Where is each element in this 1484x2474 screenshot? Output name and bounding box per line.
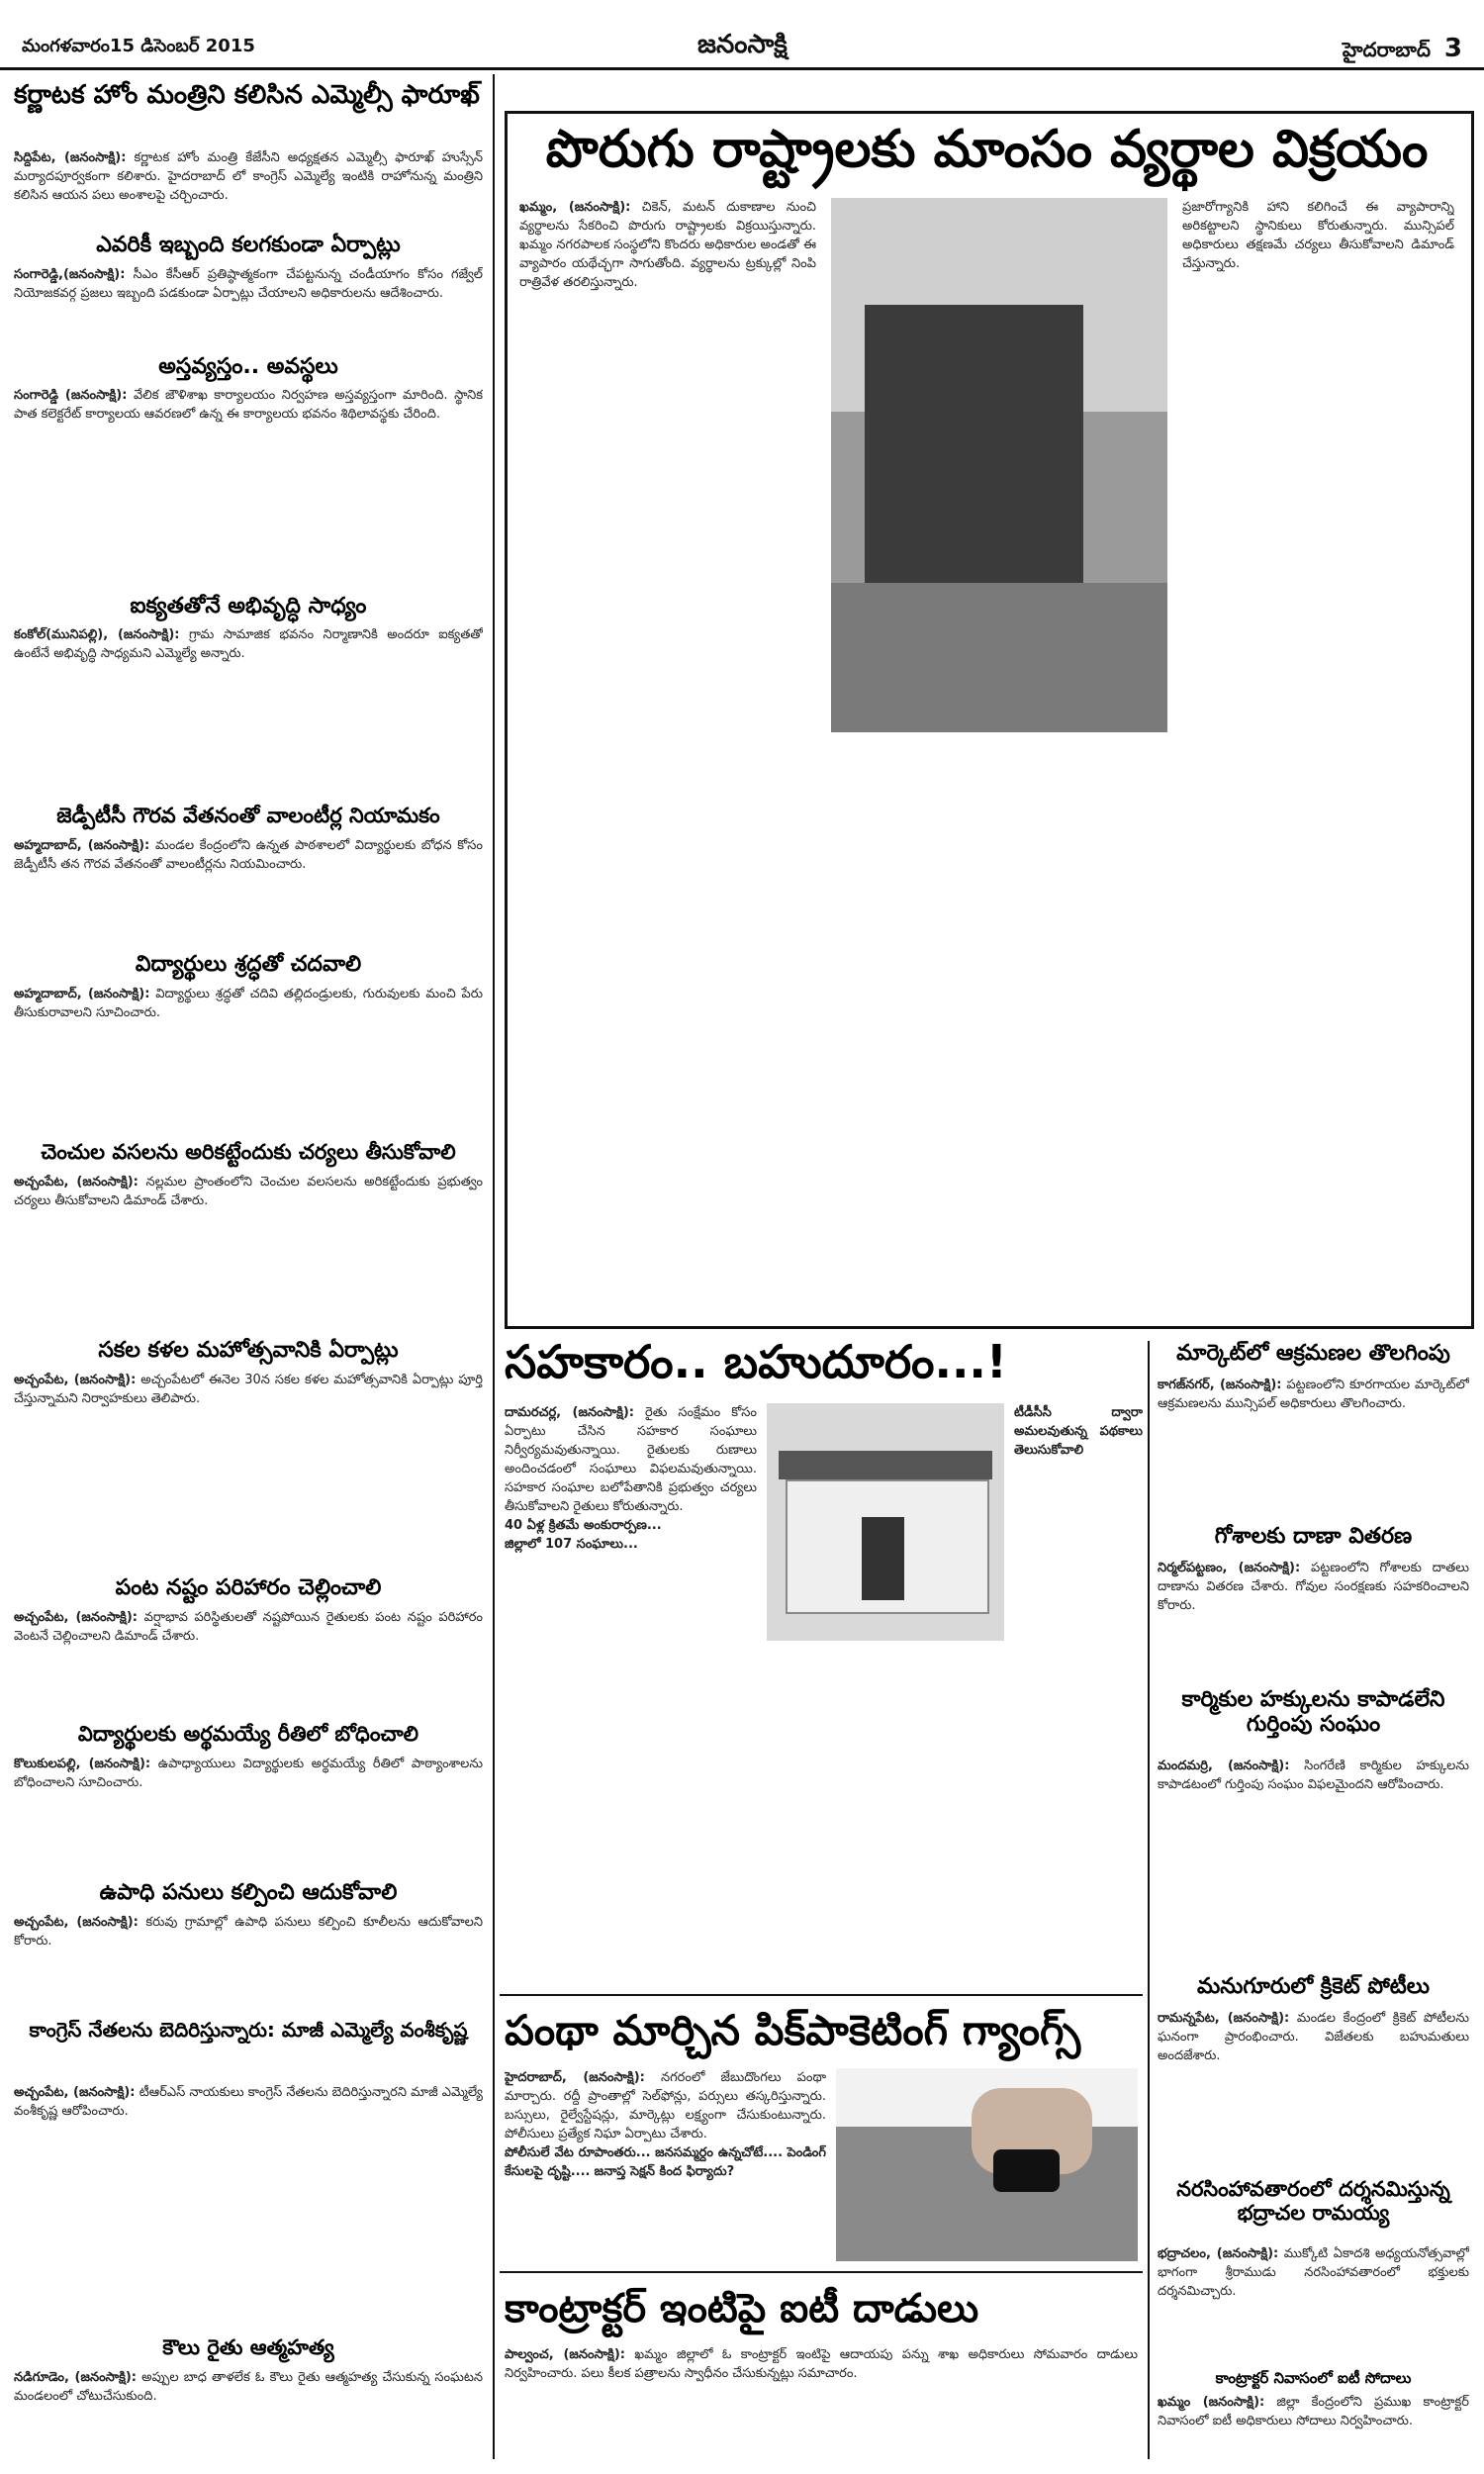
sahakaram-body: దామరచర్ల, (జనంసాక్షి): రైతు సంక్షేమం కోసం ఏర్పాటు చేసిన సహకార సంఘాలు నిర్వీర్యమవుతున్నాయి. రైతులకు రుణాలు అందించడంలో సంఘాలు విఫలమవుతున్నాయి. సహకార సంఘాల బలోపేతానికి ప్రభుత్వం చర్యలు తీసుకోవాలని రైతులు కోరుతున్నారు. 40 ఏళ్ల క్రితమే అంకురార్పణ... జిల్లాలో 107 సంఘాలు... <box>505 1405 757 1552</box>
article-body: సంగారెడ్డి (జనంసాక్షి): వేలిక జౌళిశాఖ కార్యాలయం నిర్వహణ అస్తవ్యస్తంగా మారింది. స్థానిక పాత కలెక్టరేట్ కార్యాలయ ఆవరణలో ఉన్న ఈ కార్యాలయ భవనం శిథిలావస్థకు చేరింది. <box>14 388 483 422</box>
article-headline: మనుగూరులో క్రికెట్ పోటీలు <box>1196 1974 1430 1999</box>
pickpocket-photo <box>836 2068 1138 2261</box>
article-headline: ఎవరికీ ఇబ్బంది కలగకుండా ఏర్పాట్లు <box>96 233 401 257</box>
lead-body-col1: ఖమ్మం, (జనంసాక్షి): చికెన్, మటన్ దుకాణాల నుంచి వ్యర్థాలను సేకరించి పొరుగు రాష్ట్రాలకు విక్రయిస్తున్నారు. ఖమ్మం నగరపాలక సంస్థలోని కొందరు అధికారుల అండతో ఈ వ్యాపారం యథేచ్ఛగా సాగుతోంది. వ్యర్థాలను ట్రక్కుల్లో నింపి రాత్రివేళ తరలిస్తున్నారు. <box>519 200 816 290</box>
article-headline: గోశాలకు దాణా వితరణ <box>1214 1524 1413 1549</box>
article-body: భద్రాచలం, (జనంసాక్షి): ముక్కోటి ఏకాదశి అధ్యయనోత్సవాల్లో భాగంగా శ్రీరాముడు నరసింహావతారంలో భక్తులకు దర్శనమిచ్చారు. <box>1158 2246 1469 2299</box>
article-headline: నరసింహావతారంలో దర్శనమిస్తున్న భద్రాచల రామయ్య <box>1176 2177 1450 2226</box>
article-body: మందమర్రి, (జనంసాక్షి): సింగరేణి కార్మికుల హక్కులను కాపాడటంలో గుర్తింపు సంఘం విఫలమైందని ఆరోపించారు. <box>1158 1759 1469 1792</box>
article-body: నిర్మల్‌పట్టణం, (జనంసాక్షి): పట్టణంలోని గోశాలకు దాతలు దాణాను వితరణ చేశారు. గోవుల సంరక్షణకు సహకరించాలని కోరారు. <box>1158 1561 1469 1613</box>
it-raid-body: పాల్వంచ, (జనంసాక్షి): ఖమ్మం జిల్లాలో ఓ కాంట్రాక్టర్ ఇంటిపై ఆదాయపు పన్ను శాఖ అధికారులు సోమవారం దాడులు నిర్వహించారు. పలు కీలక పత్రాలను స్వాధీనం చేసుకున్నట్లు సమాచారం. <box>505 2347 1138 2381</box>
lead-body-col3: ప్రజారోగ్యానికి హాని కలిగించే ఈ వ్యాపారాన్ని అరికట్టాలని స్థానికులు కోరుతున్నారు. మున్సిపల్ అధికారులు తక్షణమే చర్యలు తీసుకోవాలని డిమాండ్ చేస్తున్నారు. <box>1182 200 1454 271</box>
article-headline: సకల కళల మహోత్సవానికి ఏర్పాట్లు <box>98 1338 399 1363</box>
article-body: అచ్చంపేట, (జనంసాక్షి): నల్లమల ప్రాంతంలోని చెంచుల వలసలను అరికట్టేందుకు ప్రభుత్వం చర్యలు తీసుకోవాలని డిమాండ్ చేశారు. <box>14 1175 483 1208</box>
section-rule <box>500 1994 1143 1996</box>
article-headline: విద్యార్థులు శ్రద్ధతో చదవాలి <box>135 952 362 977</box>
article-headline: అస్తవ్యస్తం.. అవస్థలు <box>158 354 338 379</box>
article-body: నడిగూడెం, (జనంసాక్షి): అప్పుల బాధ తాళలేక ఓ కౌలు రైతు ఆత్మహత్య చేసుకున్న సంఘటన మండలంలో చోటుచేసుకుంది. <box>14 2370 483 2404</box>
sahakaram-caption: టీడీసీసీ ద్వారా అమలవుతున్న పథకాలు తెలుసుకోవాలి <box>1014 1405 1143 1458</box>
it-raid-headline: కాంట్రాక్టర్ ఇంటిపై ఐటీ దాడులు <box>505 2286 979 2331</box>
paper-logo: జనంసాక్షి <box>697 30 788 59</box>
article-body: అహ్మదాబాద్, (జనంసాక్షి): మండల కేంద్రంలోని ఉన్నత పాఠశాలలో విద్యార్థులకు బోధన కోసం జెడ్పీటీసీ తన గౌరవ వేతనంతో వాలంటీర్లను నియమించారు. <box>14 838 483 872</box>
article-headline: కర్ణాటక హోం మంత్రిని కలిసిన ఎమ్మెల్సీ ఫారూఖ్ <box>14 80 480 110</box>
article-body: కాగజ్‌నగర్, (జనంసాక్షి): పట్టణంలోని కూరగాయల మార్కెట్‌లో ఆక్రమణలను మున్సిపల్ అధికారులు తొలగించారు. <box>1158 1378 1469 1411</box>
article-body: సంగారెడ్డి,(జనంసాక్షి): సీఎం కేసీఆర్ ప్రతిష్ఠాత్మకంగా చేపట్టనున్న చండీయాగం కోసం గజ్వేల్ నియోజకవర్గ ప్రజలు ఇబ్బంది పడకుండా ఏర్పాట్లు చేయాలని అధికారులను ఆదేశించారు. <box>14 267 483 301</box>
masthead <box>0 28 1484 70</box>
article-headline: జెడ్పీటీసీ గౌరవ వేతనంతో వాలంటీర్ల నియామకం <box>56 804 440 827</box>
column-rule-left <box>493 74 495 2459</box>
page-number: 3 <box>1443 34 1462 63</box>
pickpocket-body: హైదరాబాద్, (జనంసాక్షి): నగరంలో జేబుదొంగలు పంథా మార్చారు. రద్దీ ప్రాంతాల్లో సెల్‌ఫోన్లు, పర్సులు తస్కరిస్తున్నారు. బస్సులు, రైల్వేస్టేషన్లు, మార్కెట్లు లక్ష్యంగా చేసుకుంటున్నారు. పోలీసులు ప్రత్యేక నిఘా ఏర్పాటు చేశారు. పోలీసులే వేట రూపాంతరు... జనసమ్మర్దం ఉన్నచోటే.... పెండింగ్ కేసులపై దృష్టి.... జనాప్త సెక్షన్ కింద ఫిర్యాదు? <box>505 2070 826 2179</box>
article-headline: ఐక్యతతోనే అభివృద్ధి సాధ్యం <box>130 594 367 618</box>
column-rule-right <box>1148 1341 1150 2459</box>
article-headline: మార్కెట్‌లో ఆక్రమణల తొలగింపు <box>1176 1341 1450 1366</box>
lead-headline: పొరుగు రాష్ట్రాలకు మాంసం వ్యర్థాల విక్రయం <box>545 120 1429 179</box>
article-body: సిద్దిపేట, (జనంసాక్షి): కర్ణాటక హోం మంత్రి కేజేసీని అధ్యక్షతన ఎమ్మెల్సీ ఫారూఖ్ హుస్సేన్ మర్యాదపూర్వకంగా కలిశారు. హైదరాబాద్ లో కాంగ్రెస్ ఎమ్మెల్యే ఇంటికి రాహోనున్న మంత్రిని కలిసిన ఆయన పలు అంశాలపై చర్చించారు. <box>14 150 483 203</box>
article-body: అహ్మదాబాద్, (జనంసాక్షి): విద్యార్థులు శ్రద్ధతో చదివి తల్లిదండ్రులకు, గురువులకు మంచి పేరు తీసుకురావాలని సూచించారు. <box>14 987 483 1020</box>
sahakaram-photo <box>767 1403 1004 1641</box>
article-headline: కాంగ్రెస్ నేతలను బెదిరిస్తున్నారు: మాజీ ఎమ్మెల్యే వంశీకృష్ణ <box>29 2018 468 2042</box>
sahakaram-headline: సహకారం.. బహుదూరం...! <box>505 1335 1007 1388</box>
article-headline: కార్మికుల హక్కులను కాపాడలేని గుర్తింపు సంఘం <box>1181 1687 1445 1738</box>
article-headline: ఉపాధి పనులు కల్పించి ఆదుకోవాలి <box>99 1880 398 1905</box>
lead-photo <box>831 198 1167 732</box>
article-body: అచ్చంపేట, (జనంసాక్షి): వర్షాభావ పరిస్థితులతో నష్టపోయిన రైతులకు పంట నష్టం పరిహారం వెంటనే చెల్లించాలని డిమాండ్ చేశారు. <box>14 1610 483 1644</box>
article-body: కొలుకులపల్లి, (జనంసాక్షి): ఉపాధ్యాయులు విద్యార్థులకు అర్థమయ్యే రీతిలో పాఠ్యాంశాలను బోధించాలని సూచించారు. <box>14 1757 483 1790</box>
article-body: ఖమ్మం (జనంసాక్షి): జిల్లా కేంద్రంలోని ప్రముఖ కాంట్రాక్టర్ నివాసంలో ఐటీ అధికారులు సోదాలు నిర్వహించారు. <box>1158 2395 1469 2428</box>
article-body: కంకోల్(మునిపల్లి), (జనంసాక్షి): గ్రామ సామాజిక భవనం నిర్మాణానికి అందరూ ఐక్యతతో ఉంటేనే అభివృద్ధి సాధ్యమని ఎమ్మెల్యే అన్నారు. <box>14 627 483 661</box>
article-headline: కౌలు రైతు ఆత్మహత్య <box>162 2335 334 2359</box>
article-body: అచ్చంపేట, (జనంసాక్షి): అచ్చంపేటలో ఈనెల 30న సకల కళల మహోత్సవానికి ఏర్పాట్లు పూర్తి చేస్తున్నామని నిర్వాహకులు తెలిపారు. <box>14 1373 483 1406</box>
article-headline: చెంచుల వసలను అరికట్టేందుకు చర్యలు తీసుకోవాలి <box>41 1140 456 1164</box>
article-headline: కాంట్రాక్టర్ నివాసంలో ఐటీ సోదాలు <box>1215 2369 1412 2387</box>
article-headline: విద్యార్థులకు అర్థమయ్యే రీతిలో బోధించాలి <box>77 1722 419 1746</box>
edition-city: హైదరాబాద్ 3 <box>1342 34 1462 63</box>
article-body: రామన్నపేట, (జనంసాక్షి): మండల కేంద్రంలో క్రికెట్ పోటీలను ఘనంగా ప్రారంభించారు. విజేతలకు బహుమతులు అందజేశారు. <box>1158 2011 1469 2063</box>
issue-date: మంగళవారం15 డిసెంబర్ 2015 <box>22 36 255 56</box>
article-body: అచ్చంపేట, (జనంసాక్షి): టీఆర్ఎస్ నాయకులు కాంగ్రెస్ నేతలను బెదిరిస్తున్నారని మాజీ ఎమ్మెల్యే వంశీకృష్ణ ఆరోపించారు. <box>14 2085 483 2119</box>
pickpocket-headline: పంథా మార్చిన పిక్‌పాకెటింగ్ గ్యాంగ్స్ <box>505 2006 1081 2054</box>
article-headline: పంట నష్టం పరిహారం చెల్లించాలి <box>115 1575 382 1600</box>
section-rule <box>500 2271 1143 2273</box>
article-body: అచ్చంపేట, (జనంసాక్షి): కరువు గ్రామాల్లో ఉపాధి పనులు కల్పించి కూలీలను ఆదుకోవాలని కోరారు. <box>14 1915 483 1949</box>
